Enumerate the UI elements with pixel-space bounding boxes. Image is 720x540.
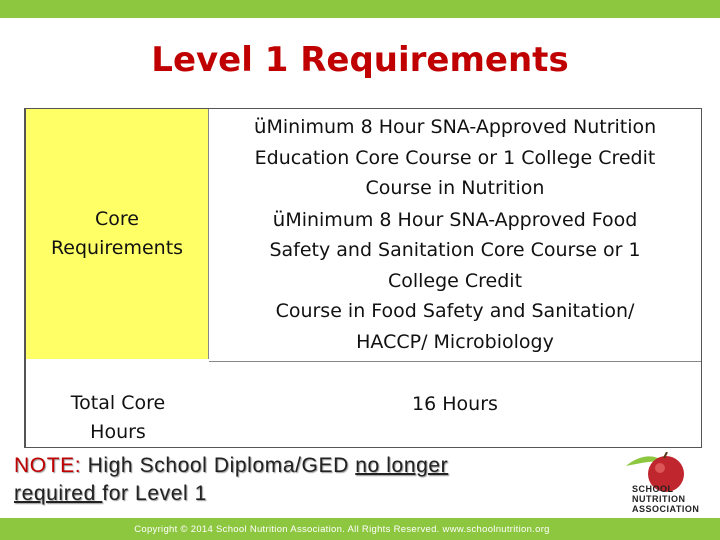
total-core-hours-label (24, 389, 212, 447)
total-label-line2: Hours (90, 421, 146, 443)
requirement-line: Safety and Sanitation Core Course or 1 (269, 239, 641, 261)
requirement-line: Course in Nutrition (365, 177, 545, 199)
requirement-line: HACCP/ Microbiology (356, 330, 554, 353)
requirements-table (24, 108, 702, 448)
note-text-part2: for Level 1 (102, 482, 207, 505)
core-label-line1: Core (95, 208, 139, 230)
note-underlined-part1: no longer (355, 454, 449, 477)
note-text-part1: High School Diploma/GED (81, 454, 356, 477)
copyright-text: Copyright © 2014 School Nutrition Association. All Rights Reserved. www.schoolnutrition.org (134, 524, 550, 535)
logo-line1: SCHOOL (632, 484, 674, 494)
total-label-line1: Total Core (70, 392, 166, 414)
note-text (14, 452, 604, 508)
requirement-line: College Credit (387, 269, 523, 292)
logo-line2: NUTRITION (632, 494, 686, 504)
requirement-item-nutrition (209, 111, 701, 204)
requirement-line: Minimum 8 Hour SNA-Approved Food (285, 208, 638, 231)
note-label: NOTE: (14, 454, 82, 477)
note-underlined-part2: required (14, 482, 103, 505)
logo-line3: ASSOCIATION (632, 504, 700, 514)
check-icon: ü (253, 114, 267, 138)
slide-title: Level 1 Requirements (151, 40, 569, 80)
school-nutrition-association-logo-text (632, 484, 712, 514)
core-requirements-label-cell (26, 109, 209, 359)
requirement-line: Minimum 8 Hour SNA-Approved Nutrition (266, 116, 657, 138)
core-requirements-content-cell (209, 109, 701, 362)
requirement-item-food-safety (209, 204, 701, 358)
requirement-line: Education Core Course or 1 College Credit (254, 146, 656, 169)
requirement-line: Course in Food Safety and Sanitation/ (275, 300, 635, 322)
core-label-line2: Requirements (50, 237, 184, 259)
top-accent-bar (0, 0, 720, 18)
check-icon: ü (272, 206, 286, 231)
total-core-hours-value: 16 Hours (412, 393, 498, 415)
